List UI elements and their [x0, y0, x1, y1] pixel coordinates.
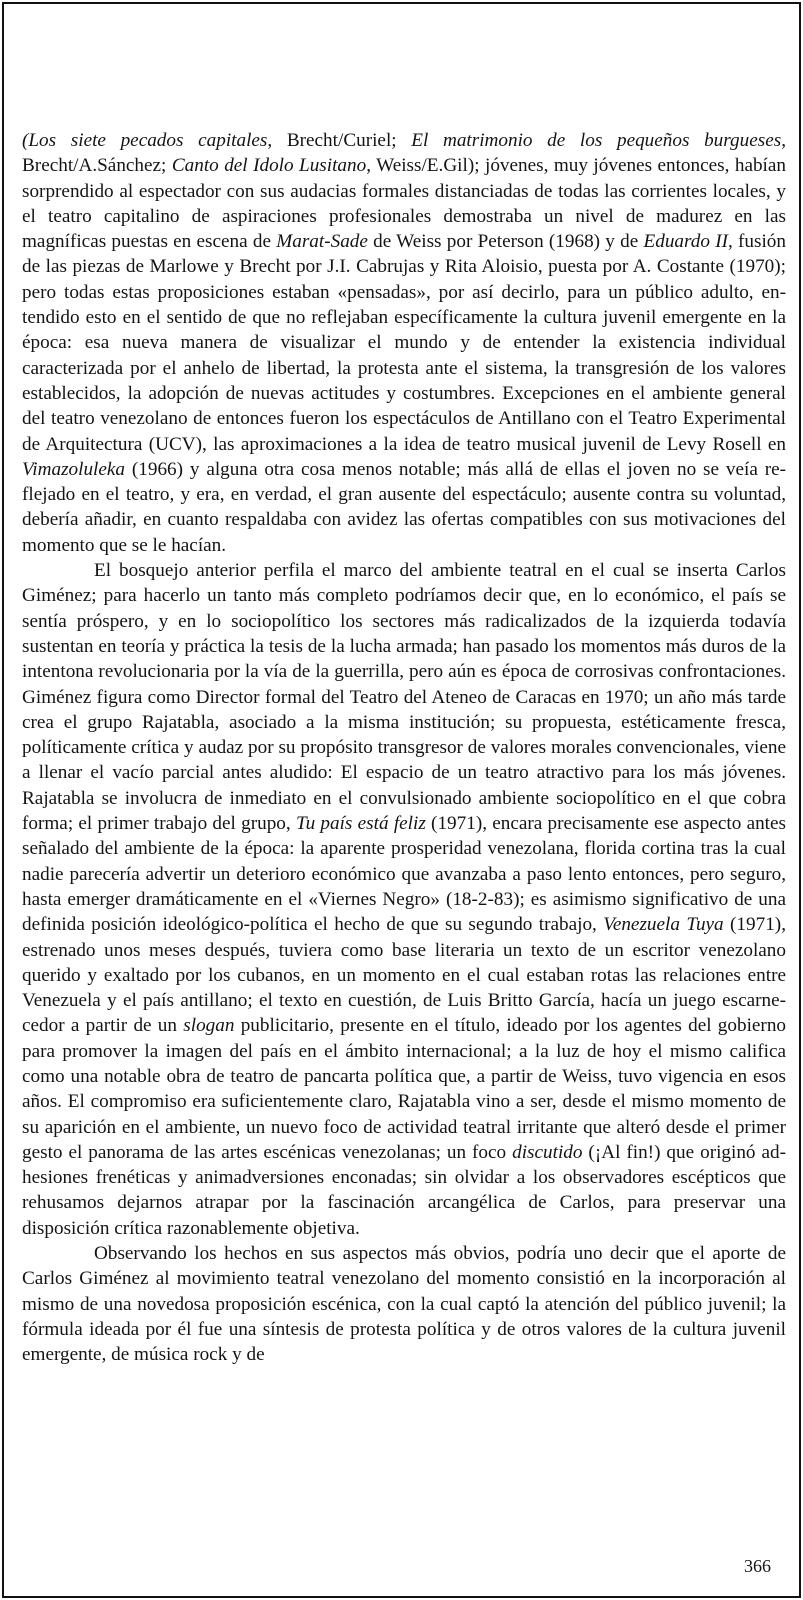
- text-segment: (1971), encara precisamente ese aspecto antes señalado del ambiente de la época: la aparente prosperidad venezolana, florida cortina tras la cual nadie parecería advertir un deterioro económico que avanzaba a paso lento entonces, pero seguro, hasta emerger dramáticamente en el «Viernes Negro» (18-2-83); es asimismo significativo de una definida posición ideológico-política el hecho de que su segundo trabajo,: [22, 813, 786, 936]
- text-segment: (¡Al fin!) que originó adhesiones frenéticas y animadversiones enconadas; sin olvidar a los observadores escépticos que rehusamos dejarnos atrapar por la fascinación arcangélica de Carlos, para preservar una disposición crítica razonablemente objetiva.: [22, 1141, 786, 1239]
- text-segment: de Weiss por Peterson (1968) y de: [367, 231, 644, 253]
- text-segment: Observando los hechos en sus aspectos más obvios, podría uno decir que el aporte de Carlos Giménez al movimiento teatral venezolano del momento consistió en la incorporación al mismo de una novedosa proposición escénica, con la cual captó la atención del público juvenil; la fórmula ideada por él fue una síntesis de protesta política y de otros valores de la cultura juvenil emergente, de música rock y de: [22, 1243, 786, 1366]
- body-text: [22, 128, 786, 1368]
- italic-title: Vimazoluleka: [22, 458, 126, 480]
- paragraph: [22, 128, 786, 558]
- italic-title: slogan: [183, 1015, 235, 1037]
- italic-title: discutido: [512, 1141, 583, 1163]
- italic-title: Tu país está feliz: [295, 813, 426, 835]
- document-page: [2, 2, 801, 1598]
- italic-title: (Los siete pecados capitales: [22, 130, 268, 151]
- text-segment: (1971), estrenado unos meses después, tuviera como base literaria un texto de un escritor venezolano querido y exaltado por los cubanos, en un momento en el cual estaban rotas las relaciones entre Venezuela y el país antillano; el texto en cuestión, de Luis Britto García, hacía un juego escarnecedor a partir de un: [22, 914, 786, 1037]
- paragraph: [22, 1241, 786, 1367]
- italic-title: Eduardo II: [643, 231, 728, 253]
- italic-title: Canto del Idolo Lusitano: [171, 155, 367, 177]
- italic-title: Venezuela Tuya: [603, 914, 724, 936]
- text-segment: El bosquejo anterior perfila el marco del ambiente teatral en el cual se inserta Carlos Giménez; para hacerlo un tanto más completo podríamos decir que, en lo económico, el país se sentía próspero, y en lo sociopolítico los sectores más radicalizados de la izquierda todavía sustentan en teoría y práctica la tesis de la lucha armada; han pasado los momentos más duros de la intentona revolucionaria por la vía de la guerrilla, pero aún es época de corrosivas confrontaciones. Giménez figura como Director formal del Teatro del Ateneo de Caracas en 1970; un año más tarde crea el grupo Rajatabla, asociado a la misma institución; su propuesta, estéticamente fresca, políticamente crítica y audaz por su propósito transgresor de valores morales convencionales, viene a llenar el vacío parcial antes aludido: El espacio de un teatro atractivo para los más jóvenes. Rajatabla se involucra de inmediato en el convulsionado ambiente sociopolítico en el que cobra forma; el primer trabajo del grupo,: [22, 560, 786, 835]
- text-segment: (1966) y alguna otra cosa menos notable; más allá de ellas el joven no se veía reflejado en el teatro, y era, en verdad, el gran ausente del espectáculo; ausente contra su voluntad, debería añadir, en cuanto respaldaba con avidez las ofertas compatibles con sus motivaciones del momento que se le hacían.: [22, 458, 786, 556]
- text-segment: , Brecht/Curiel;: [267, 130, 412, 151]
- paragraph: [22, 558, 786, 1241]
- italic-title: El matrimonio de los pequeños burgueses: [411, 130, 782, 151]
- page-number: 366: [744, 1556, 771, 1576]
- text-segment: , Weiss/E.Gil); jóvenes, muy jóvenes entonces, habían sorprendido al espectador con sus audacias formales distanciadas de todas las corrientes locales, y el teatro capitalino de aspiraciones profesionales demostraba un nivel de madurez en las magníficas puestas en escena de: [22, 155, 787, 253]
- text-segment: , Brecht/A.Sánchez;: [22, 130, 786, 177]
- text-segment: , fusión de las piezas de Marlowe y Brecht por J.I. Cabrujas y Rita Aloisio, puesta por A. Costante (1970); pero todas estas proposiciones estaban «pensadas», por así decirlo, para un público adulto, entendido esto en el sentido de que no reflejaban específicamente la cultura juvenil emergente en la época: esa nueva manera de visualizar el mundo y de entender la existencia individual caracterizada por el anhelo de libertad, la protesta ante el sistema, la transgresión de los valores establecidos, la adopción de nuevas actitudes y costumbres. Excepciones en el ambiente general del teatro venezolano de entonces fueron los espectáculos de Antillano con el Teatro Experimental de Arquitectura (UCV), las aproximaciones a la idea de teatro musical juvenil de Levy Rosell en: [22, 231, 786, 455]
- text-segment: publicitario, presente en el título, ideado por los agentes del gobierno para promover la imagen del país en el ámbito internacional; a la luz de hoy el mismo califica como una notable obra de teatro de pancarta política que, a partir de Weiss, tuvo vigencia en esos años. El compromiso era suficientemente claro, Rajatabla vino a ser, desde el mismo momento de su aparición en el ambiente, un nuevo foco de actividad teatral irritante que alteró desde el primer gesto el panorama de las artes escénicas venezolanas; un foco: [22, 1015, 786, 1163]
- italic-title: Marat-Sade: [276, 231, 368, 253]
